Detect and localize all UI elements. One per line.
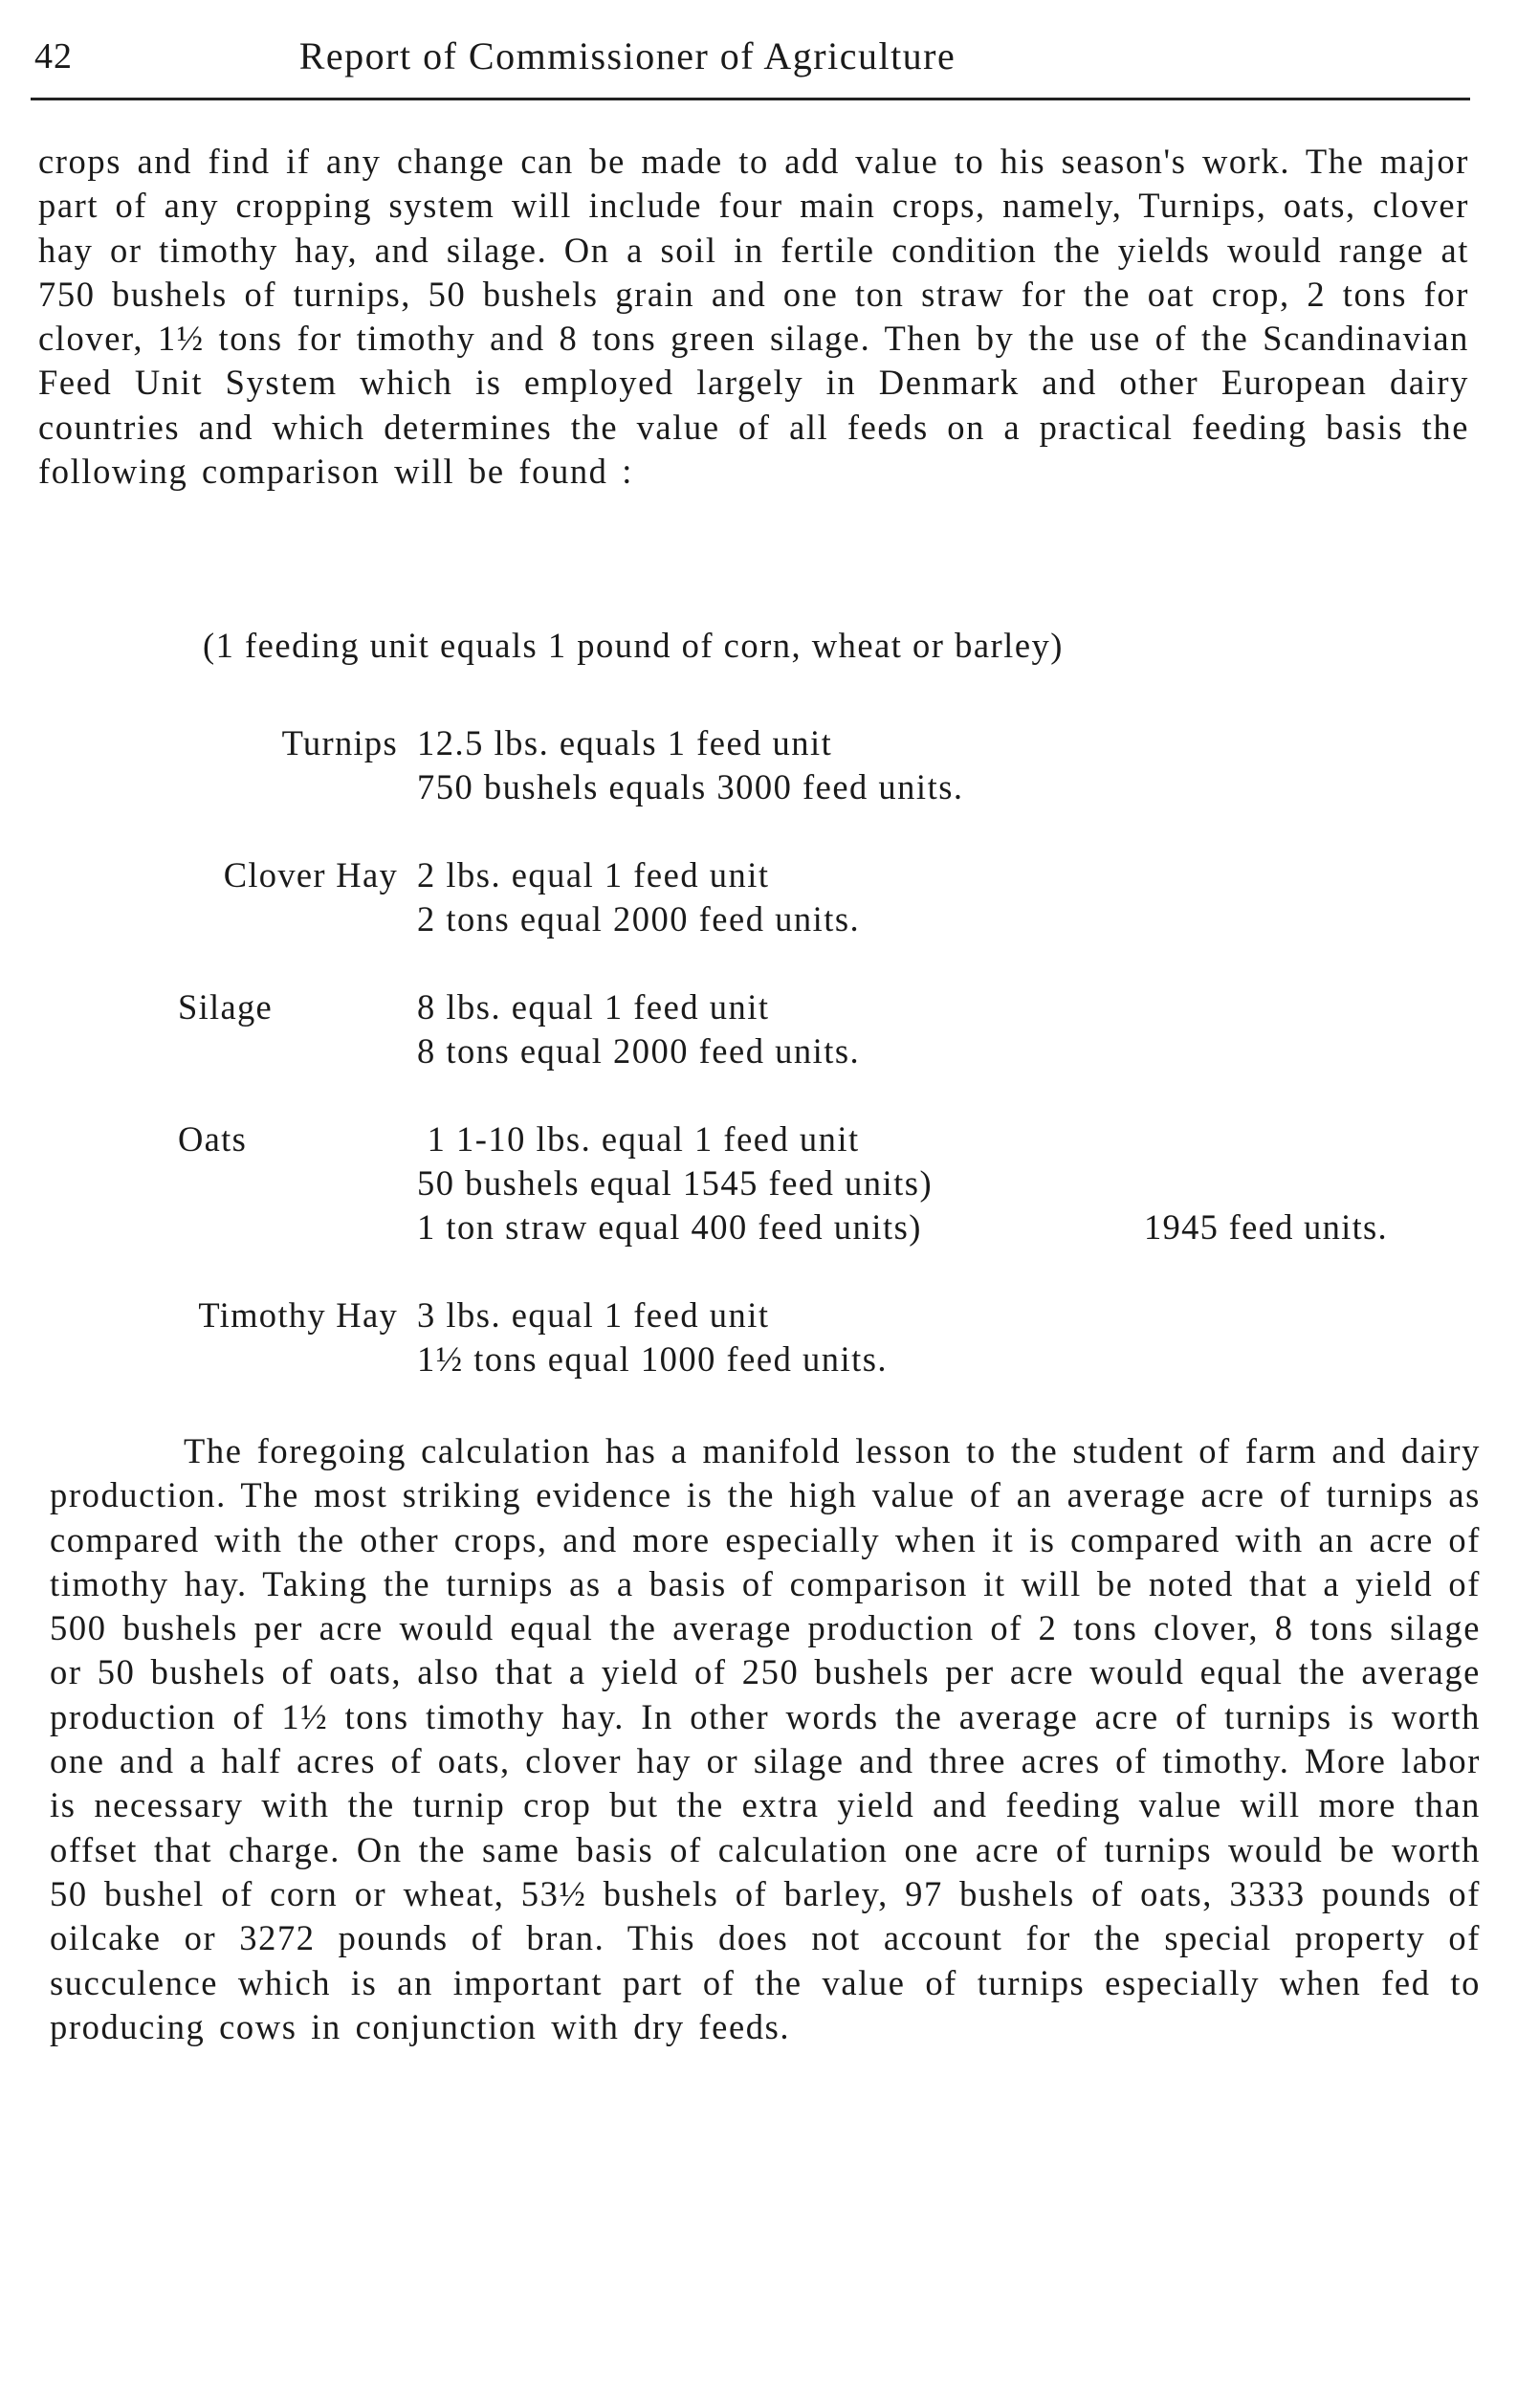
timothy-hay-line-1: 3 lbs. equal 1 feed unit <box>417 1295 770 1335</box>
clover-hay-line-2: 2 tons equal 2000 feed units. <box>417 899 861 939</box>
oats-line-3: 1 ton straw equal 400 feed units) <box>417 1207 922 1247</box>
paragraph-lesson: The foregoing calculation has a manifold lesson to the student of farm and dairy production. The most striking evidence is the high value of an average acre of turnips as compared with the other crops, and more especially when it is compared with an acre of timothy hay. Taking the turnips as a basis of comparison it will be noted that a yield of 500 bushels per acre would equal the average production of 2 tons clover, 8 tons silage or 50 bushels of oats, also that a yield of 250 bushels per acre would equal the average production of 1½ tons timothy hay. In other words the average acre of turnips is worth one and a half acres of oats, clover hay or silage and three acres of timothy. More labor is necessary with the turnip crop but the extra yield and feeding value will more than offset that charge. On the same basis of calculation one acre of turnips would be worth 50 bushel of corn or wheat, 53½ bushels of barley, 97 bushels of oats, 3333 pounds of oilcake or 3272 pounds of bran. This does not account for the special property of succulence which is an important part of the value of turnips especially when fed to producing cows in conjunction with dry feeds. <box>50 1431 1481 2046</box>
silage-line-2: 8 tons equal 2000 feed units. <box>417 1031 861 1071</box>
timothy-hay-line-2: 1½ tons equal 1000 feed units. <box>417 1339 889 1379</box>
turnips-line-1: 12.5 lbs. equals 1 feed unit <box>417 723 833 762</box>
crop-name-clover-hay: Clover Hay <box>223 855 398 895</box>
paragraph-intro: crops and find if any change can be made to add value to his season's work. The major part of any cropping system will include four main crops, namely, Turnips, oats, clover hay or timothy hay, and silage. On a soil in fertile condition the yields would range at 750 bushels of turnips, 50 bushels grain and one ton straw for the oat crop, 2 tons for clover, 1½ tons for timothy and 8 tons green silage. Then by the use of the Scandinavian Feed Unit System which is employed largely in Denmark and other European dairy countries and which determines the value of all feeds on a practical feeding basis the following comparison will be found : <box>38 142 1469 492</box>
feed-unit-note: (1 feeding unit equals 1 pound of corn, wheat or barley) <box>203 626 1064 665</box>
oats-total: 1945 feed units. <box>1144 1207 1388 1247</box>
running-title: Report of Commissioner of Agriculture <box>298 34 956 77</box>
oats-line-1: 1 1-10 lbs. equal 1 feed unit <box>417 1119 860 1159</box>
running-head <box>34 33 1479 80</box>
crop-name-turnips: Turnips <box>281 723 398 762</box>
page-number: 42 <box>34 36 73 77</box>
oats-line-2: 50 bushels equal 1545 feed units) <box>417 1163 934 1203</box>
clover-hay-line-1: 2 lbs. equal 1 feed unit <box>417 855 770 895</box>
crop-name-silage: Silage <box>178 987 274 1027</box>
turnips-line-2: 750 bushels equals 3000 feed units. <box>417 767 964 806</box>
crop-name-oats: Oats <box>178 1119 248 1159</box>
crop-name-timothy-hay: Timothy Hay <box>198 1295 398 1335</box>
silage-line-1: 8 lbs. equal 1 feed unit <box>417 987 770 1027</box>
header-rule <box>31 98 1470 100</box>
